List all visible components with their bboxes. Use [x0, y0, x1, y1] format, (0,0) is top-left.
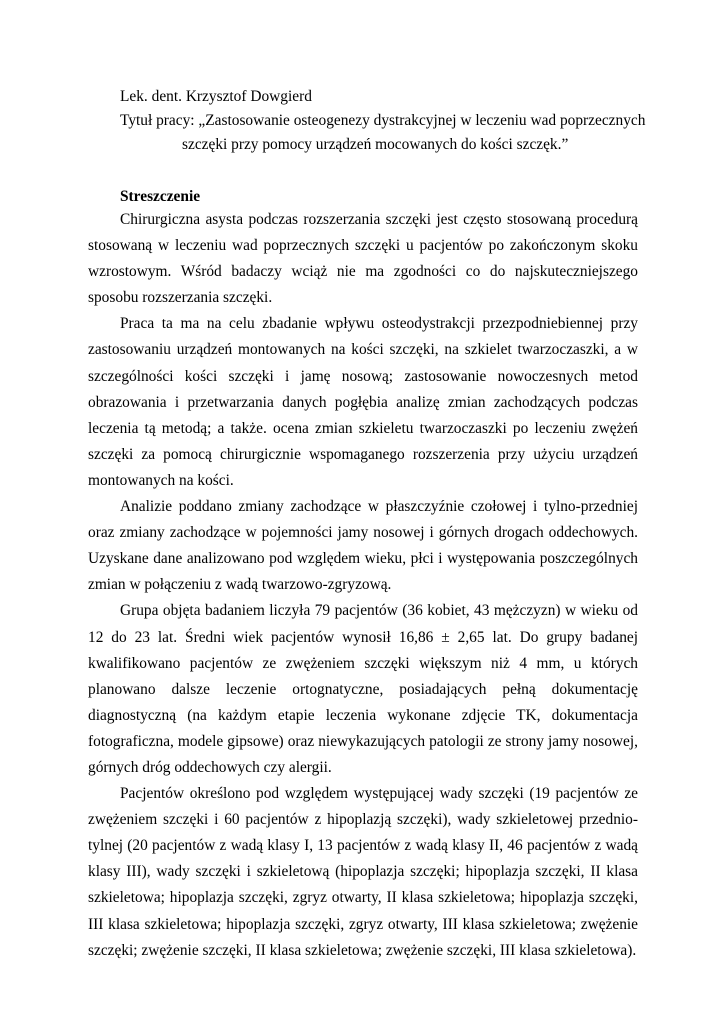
title-line: Tytuł pracy: „Zastosowanie osteogenezy dystrakcyjnej w leczeniu wad poprzecznych — [120, 112, 646, 129]
abstract-heading: Streszczenie — [120, 188, 201, 205]
abstract-paragraph: Pacjentów określono pod względem występującej wady szczęki (19 pacjentów ze zwężeniem szczęki i 60 pacjentów z hipoplazją szczęki), wady szkieletowej przednio-tylnej (20 pacjentów z wadą klasy I, 13 pacjentów z wadą klasy II, 46 pacjentów z wadą klasy III), wady szczęki i szkieletową (hipoplazja szczęki; hipoplazja szczęki, II klasa szkieletowa; hipoplazja szczęki, zgryz otwarty, II klasa szkieletowa; hipoplazja szczęki, III klasa szkieletowa; hipoplazja szczęki, zgryz otwarty, III klasa szkieletowa; zwężenie szczęki; zwężenie szczęki, II klasa szkieletowa; zwężenie szczęki, III klasa szkieletowa). — [88, 785, 638, 959]
abstract-paragraph: Praca ta ma na celu zbadanie wpływu osteodystrakcji przezpodniebiennej przy zastosowaniu urządzeń montowanych na kości szczęki, na szkielet twarzoczaszki, a w szczególności kości szczęki i jamę nosową; zastosowanie nowoczesnych metod obrazowania i przetwarzania danych pogłębia analizę zmian zachodzących podczas leczenia tą metodą; a także. ocena zmian szkieletu twarzoczaszki po leczeniu zwężeń szczęki za pomocą chirurgicznie wspomaganego rozszerzenia przy użyciu urządzeń montowanych na kości. — [88, 315, 638, 489]
author-line: Lek. dent. Krzysztof Dowgierd — [120, 88, 312, 105]
abstract-paragraph: Grupa objęta badaniem liczyła 79 pacjentów (36 kobiet, 43 mężczyzn) w wieku od 12 do 23 lat. Średni wiek pacjentów wynosił 16,86 ± 2,65 lat. Do grupy badanej kwalifikowano pacjentów ze zwężeniem szczęki większym niż 4 mm, u których planowano dalsze leczenie ortognatyczne, posiadających pełną dokumentację diagnostyczną (na każdym etapie leczenia wykonane zdjęcie TK, dokumentacja fotograficzna, modele gipsowe) oraz niewykazujących patologii ze strony jamy nosowej, górnych dróg oddechowych czy alergii. — [88, 602, 638, 776]
abstract-paragraph: Chirurgiczna asysta podczas rozszerzania szczęki jest często stosowaną procedurą stosowaną w leczeniu wad poprzecznych szczęki u pacjentów po zakończonym skoku wzrostowym. Wśród badaczy wciąż nie ma zgodności co do najskuteczniejszego sposobu rozszerzania szczęki. — [88, 211, 638, 307]
abstract-body — [88, 207, 638, 964]
title-line-continued: szczęki przy pomocy urządzeń mocowanych do kości szczęk.” — [182, 136, 569, 153]
abstract-paragraph: Analizie poddano zmiany zachodzące w płaszczyźnie czołowej i tylno-przedniej oraz zmiany zachodzące w pojemności jamy nosowej i górnych drogach oddechowych. Uzyskane dane analizowano pod względem wieku, płci i występowania poszczególnych zmian w połączeniu z wadą twarzowo-zgryzową. — [88, 498, 638, 594]
